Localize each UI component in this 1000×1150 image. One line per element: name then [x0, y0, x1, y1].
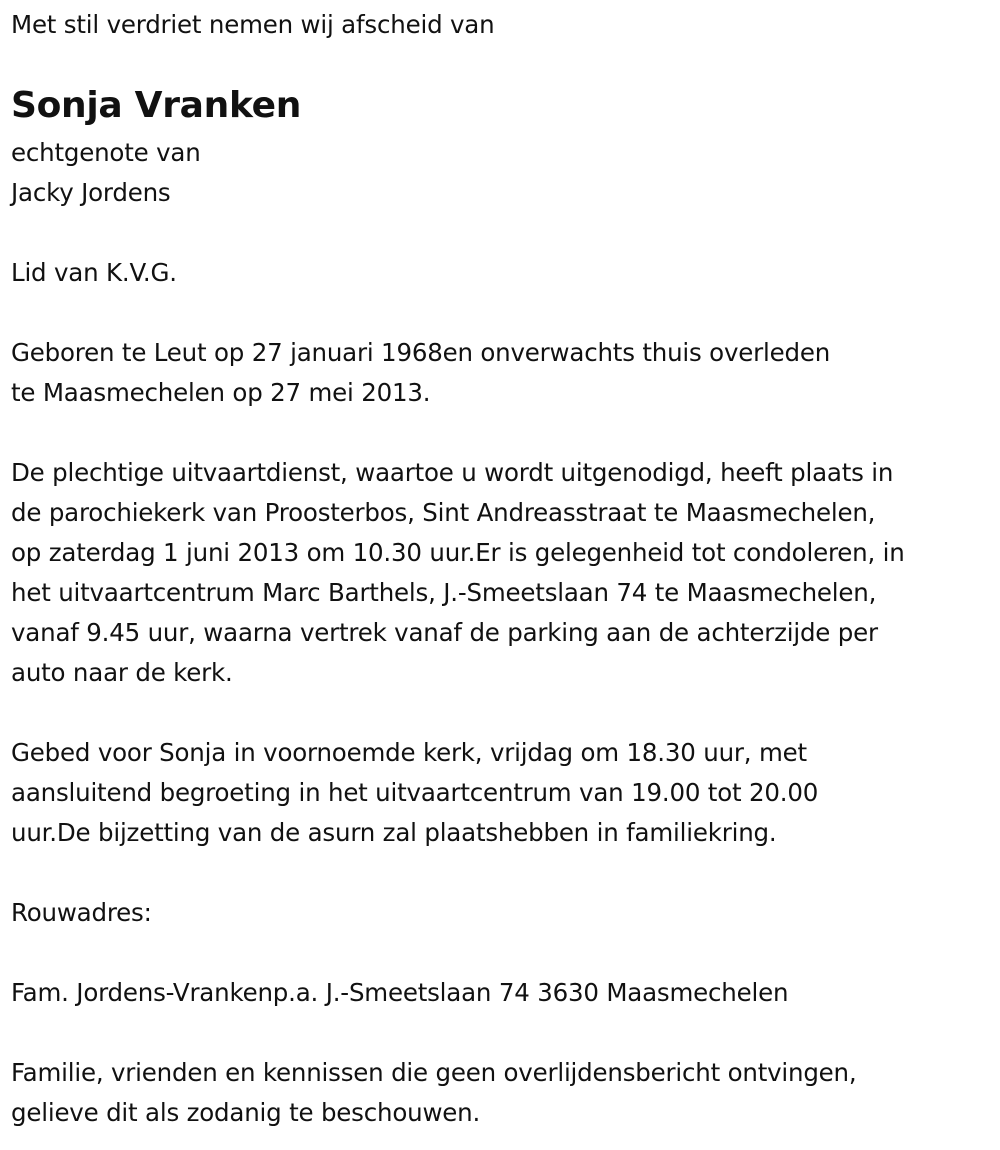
birth-death-line: Geboren te Leut op 27 januari 1968en onverwachts thuis overleden	[11, 338, 831, 367]
spouse-name: Jacky Jordens	[11, 178, 171, 207]
deceased-name: Sonja Vranken	[11, 85, 302, 126]
birth-death-line: te Maasmechelen op 27 mei 2013.	[11, 378, 431, 407]
funeral-line: vanaf 9.45 uur, waarna vertrek vanaf de parking aan de achterzijde per	[11, 618, 878, 647]
prayer-line: aansluitend begroeting in het uitvaartcentrum van 19.00 tot 20.00	[11, 778, 819, 807]
membership-text: Lid van K.V.G.	[11, 258, 177, 287]
spouse-label: echtgenote van	[11, 138, 201, 167]
funeral-line: het uitvaartcentrum Marc Barthels, J.-Smeetslaan 74 te Maasmechelen,	[11, 578, 877, 607]
address-label: Rouwadres:	[11, 898, 152, 927]
funeral-line: De plechtige uitvaartdienst, waartoe u wordt uitgenodigd, heeft plaats in	[11, 458, 894, 487]
closing-line: Familie, vrienden en kennissen die geen overlijdensbericht ontvingen,	[11, 1058, 857, 1087]
prayer-line: uur.De bijzetting van de asurn zal plaatshebben in familiekring.	[11, 818, 777, 847]
prayer-line: Gebed voor Sonja in voornoemde kerk, vrijdag om 18.30 uur, met	[11, 738, 807, 767]
funeral-line: op zaterdag 1 juni 2013 om 10.30 uur.Er is gelegenheid tot condoleren, in	[11, 538, 905, 567]
funeral-line: de parochiekerk van Proosterbos, Sint Andreasstraat te Maasmechelen,	[11, 498, 876, 527]
funeral-line: auto naar de kerk.	[11, 658, 233, 687]
intro-text: Met stil verdriet nemen wij afscheid van	[11, 10, 495, 39]
closing-line: gelieve dit als zodanig te beschouwen.	[11, 1098, 481, 1127]
mourning-address: Fam. Jordens-Vrankenp.a. J.-Smeetslaan 74 3630 Maasmechelen	[11, 978, 789, 1007]
